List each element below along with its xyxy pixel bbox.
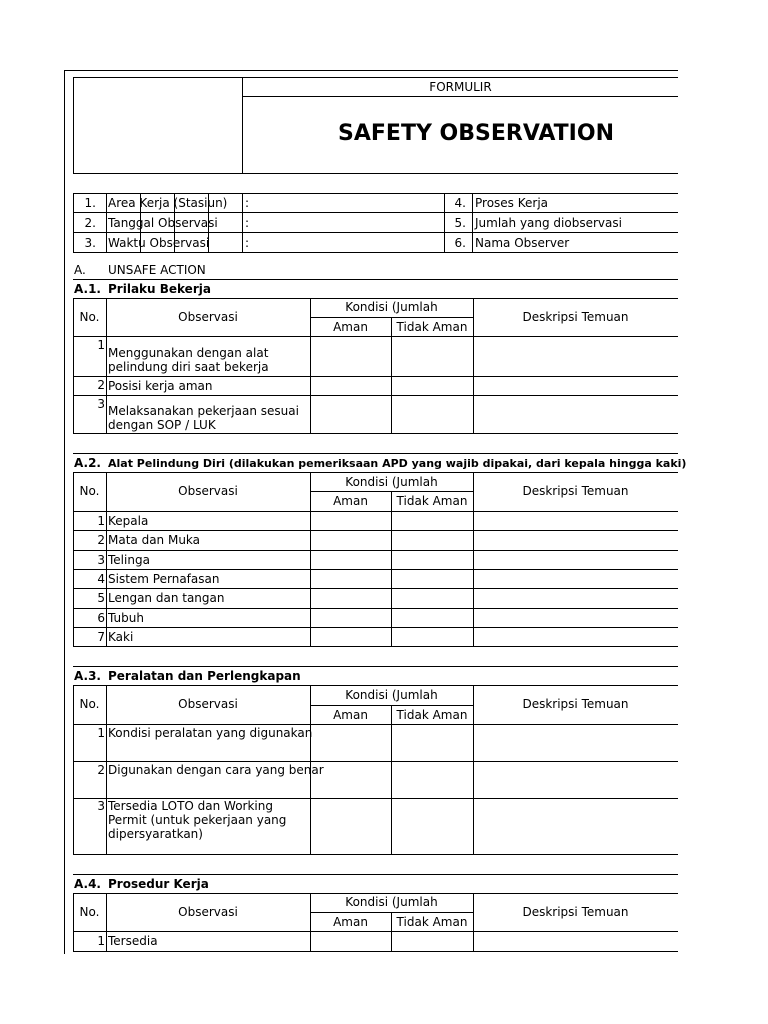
info-line <box>73 232 678 233</box>
col-tidak-aman-header: Tidak Aman <box>396 494 468 508</box>
a4-line <box>73 951 678 952</box>
a2-line <box>73 550 678 551</box>
a3-row-no: 3 <box>97 799 105 813</box>
a2-line <box>73 608 678 609</box>
header-mid-line <box>243 96 678 97</box>
a3-line <box>73 724 678 725</box>
info-num: 4. <box>454 196 466 210</box>
a2-line <box>73 453 678 454</box>
a2-line <box>73 627 678 628</box>
col-aman-header: Aman <box>333 708 368 722</box>
col-tidak-aman-header: Tidak Aman <box>396 320 468 334</box>
a2-row-text: Telinga <box>108 553 150 567</box>
a3-line <box>73 761 678 762</box>
a1-title: Prilaku Bekerja <box>108 282 211 296</box>
a2-line <box>73 530 678 531</box>
a2-row-no: 4 <box>97 572 105 586</box>
header-left-line <box>73 77 74 173</box>
info-vline <box>242 193 243 252</box>
a1-line <box>73 395 678 396</box>
a1-code: A.1. <box>74 282 101 296</box>
col-tidak-aman-header: Tidak Aman <box>396 915 468 929</box>
col-kondisi-header: Kondisi (Jumlah <box>345 475 438 489</box>
a2-row-text: Kaki <box>108 630 134 644</box>
a1-line <box>73 433 678 434</box>
a4-line <box>73 893 678 894</box>
a2-line <box>73 569 678 570</box>
a1-row-text: Melaksanakan pekerjaan sesuai dengan SOP / LUK <box>108 404 299 432</box>
info-colon: : <box>245 216 250 230</box>
a2-vline <box>106 472 107 646</box>
a1-line <box>73 279 678 280</box>
info-label-observer: Nama Observer <box>475 236 570 250</box>
col-deskripsi-header: Deskripsi Temuan <box>522 310 629 324</box>
a4-row-text: Tersedia <box>108 934 158 948</box>
a2-line <box>73 588 678 589</box>
info-num: 3. <box>84 236 96 250</box>
a1-vline <box>391 317 392 433</box>
a1-row-text: Menggunakan dengan alat pelindung diri saat bekerja <box>108 346 269 374</box>
col-no-header: No. <box>79 697 100 711</box>
col-no-header: No. <box>79 905 100 919</box>
info-line <box>73 252 678 253</box>
a3-line <box>73 685 678 686</box>
info-num: 2. <box>84 216 96 230</box>
col-aman-header: Aman <box>333 915 368 929</box>
a1-line <box>73 376 678 377</box>
a2-title: Alat Pelindung Diri (dilakukan pemeriksaan APD yang wajib dipakai, dari kepala hingga kaki) <box>108 457 687 470</box>
a3-line <box>73 666 678 667</box>
col-kondisi-header: Kondisi (Jumlah <box>345 895 438 909</box>
col-deskripsi-header: Deskripsi Temuan <box>522 484 629 498</box>
a1-row-text: Posisi kerja aman <box>108 379 213 393</box>
a2-row-text: Mata dan Muka <box>108 533 201 547</box>
a2-row-no: 5 <box>97 591 105 605</box>
a1-row-no: 1 <box>97 338 105 352</box>
a1-line <box>73 298 678 299</box>
info-label-area: Area Kerja (Stasiun) <box>108 196 228 210</box>
a3-row-text: Kondisi peralatan yang digunakan <box>108 726 313 740</box>
a2-row-text: Lengan dan tangan <box>108 591 225 605</box>
header-bottom-line <box>73 173 678 174</box>
col-deskripsi-header: Deskripsi Temuan <box>522 697 629 711</box>
col-observasi-header: Observasi <box>178 310 238 324</box>
a3-row-text: Digunakan dengan cara yang benar <box>108 763 324 777</box>
a4-vline <box>473 893 474 951</box>
a2-line <box>73 511 678 512</box>
info-vline <box>472 193 473 252</box>
col-observasi-header: Observasi <box>178 484 238 498</box>
a3-row-no: 1 <box>97 726 105 740</box>
info-num: 5. <box>454 216 466 230</box>
a3-code: A.3. <box>74 669 101 683</box>
col-observasi-header: Observasi <box>178 905 238 919</box>
a1-line <box>73 336 678 337</box>
a3-title: Peralatan dan Perlengkapan <box>108 669 301 683</box>
a4-row-no: 1 <box>97 934 105 948</box>
a1-vline <box>310 298 311 433</box>
a2-row-no: 1 <box>97 514 105 528</box>
section-a-title: UNSAFE ACTION <box>108 263 206 277</box>
a2-line <box>73 646 678 647</box>
a4-code: A.4. <box>74 877 101 891</box>
a2-row-no: 2 <box>97 533 105 547</box>
info-label-tanggal: Tanggal Observasi <box>108 216 218 230</box>
a2-row-text: Sistem Pernafasan <box>108 572 220 586</box>
a4-vline <box>106 893 107 951</box>
a2-code: A.2. <box>74 456 101 470</box>
a1-row-no: 2 <box>97 378 105 392</box>
a2-row-no: 6 <box>97 611 105 625</box>
a2-vline <box>391 491 392 646</box>
col-aman-header: Aman <box>333 494 368 508</box>
a3-vline <box>391 705 392 854</box>
info-vline <box>106 193 107 252</box>
header-top-line <box>73 77 678 78</box>
a2-row-text: Tubuh <box>108 611 144 625</box>
section-a-num: A. <box>74 263 86 277</box>
frame-top-line <box>64 70 678 71</box>
a2-row-no: 7 <box>97 630 105 644</box>
page-title: SAFETY OBSERVATION <box>338 121 614 146</box>
a2-row-text: Kepala <box>108 514 149 528</box>
a3-line <box>73 854 678 855</box>
info-num: 1. <box>84 196 96 210</box>
col-aman-header: Aman <box>333 320 368 334</box>
formulir-label: FORMULIR <box>429 80 492 94</box>
info-label-jumlah: Jumlah yang diobservasi <box>475 216 622 230</box>
info-colon: : <box>245 196 250 210</box>
info-line <box>73 212 678 213</box>
info-num: 6. <box>454 236 466 250</box>
a4-line <box>73 931 678 932</box>
a4-line <box>73 874 678 875</box>
col-no-header: No. <box>79 484 100 498</box>
info-colon: : <box>245 236 250 250</box>
col-deskripsi-header: Deskripsi Temuan <box>522 905 629 919</box>
col-no-header: No. <box>79 310 100 324</box>
a1-row-no: 3 <box>97 397 105 411</box>
a2-line <box>73 472 678 473</box>
col-tidak-aman-header: Tidak Aman <box>396 708 468 722</box>
info-line <box>73 193 678 194</box>
frame-left-line <box>64 70 65 954</box>
col-observasi-header: Observasi <box>178 697 238 711</box>
a3-row-no: 2 <box>97 763 105 777</box>
info-label-proses: Proses Kerja <box>475 196 549 210</box>
info-label-waktu: Waktu Observasi <box>108 236 210 250</box>
a2-vline <box>473 472 474 646</box>
col-kondisi-header: Kondisi (Jumlah <box>345 300 438 314</box>
a3-row-text: Tersedia LOTO dan Working Permit (untuk pekerjaan yang dipersyaratkan) <box>108 799 287 841</box>
col-kondisi-header: Kondisi (Jumlah <box>345 688 438 702</box>
a4-title: Prosedur Kerja <box>108 877 209 891</box>
a2-row-no: 3 <box>97 553 105 567</box>
